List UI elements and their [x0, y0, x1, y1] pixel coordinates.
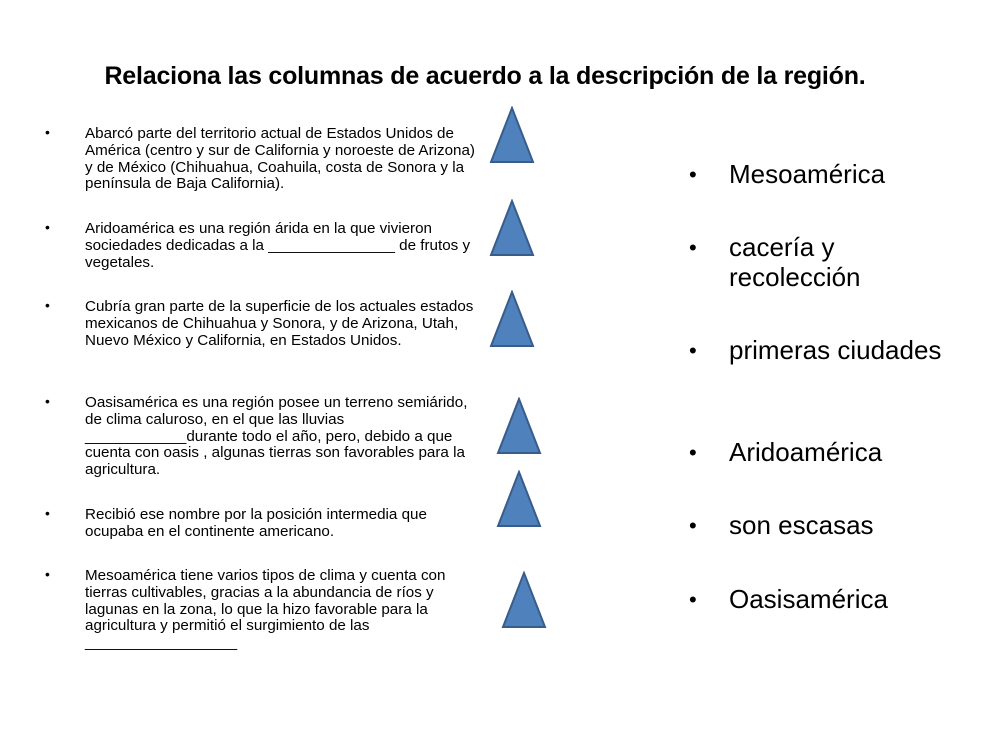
description-item-4 [45, 393, 475, 479]
bullet: • [45, 505, 50, 521]
description-text-2: Aridoamérica es una región árida en la que vivieron sociedades dedicadas a la _______________ de frutos y vegetales. [85, 220, 471, 271]
option-text-3: primeras ciudades [729, 335, 942, 365]
option-item-5[interactable] [689, 510, 969, 541]
bullet: • [45, 566, 50, 582]
option-item-2[interactable] [689, 232, 969, 292]
bullet: • [689, 162, 697, 187]
triangle-icon[interactable] [496, 397, 542, 455]
description-text-5: Recibió ese nombre por la posición intermedia que ocupaba en el continente americano. [85, 506, 427, 540]
option-text-1: Mesoamérica [729, 159, 886, 189]
option-item-4[interactable] [689, 437, 969, 468]
option-text-2: cacería y recolección [729, 232, 861, 292]
bullet: • [689, 513, 697, 538]
description-text-3: Cubría gran parte de la superficie de los actuales estados mexicanos de Chihuahua y Sonora, y de Arizona, Utah, Nuevo México y California, en Estados Unidos. [85, 298, 474, 349]
option-text-5: son escasas [729, 510, 874, 540]
bullet: • [689, 440, 697, 465]
bullet: • [45, 297, 50, 313]
description-text-1: Abarcó parte del territorio actual de Estados Unidos de América (centro y sur de California y noroeste de Arizona) y de México (Chihuahua, Coahuila, costa de Sonora y la península de Baja California). [85, 125, 475, 193]
description-item-1 [45, 124, 475, 193]
bullet: • [45, 393, 50, 409]
description-item-2 [45, 219, 475, 271]
bullet: • [45, 219, 50, 235]
bullet: • [689, 587, 697, 612]
description-item-5 [45, 505, 475, 541]
triangle-icon[interactable] [489, 199, 535, 257]
bullet: • [689, 235, 697, 260]
option-item-3[interactable] [689, 335, 969, 366]
page-title: Relaciona las columnas de acuerdo a la descripción de la región. [104, 62, 866, 90]
option-item-6[interactable] [689, 584, 969, 615]
description-text-6: Mesoamérica tiene varios tipos de clima y cuenta con tierras cultivables, gracias a la abundancia de ríos y lagunas en la zona, lo que la hizo favorable para la agricultura y permitió el surgimiento de las __________________ [85, 567, 446, 652]
triangle-icon[interactable] [489, 290, 535, 348]
triangle-icon[interactable] [489, 106, 535, 164]
option-text-6: Oasisamérica [729, 584, 888, 614]
description-item-3 [45, 297, 475, 349]
triangle-icon[interactable] [496, 470, 542, 528]
description-item-6 [45, 566, 475, 652]
option-text-4: Aridoamérica [729, 437, 883, 467]
bullet: • [689, 338, 697, 363]
description-text-4: Oasisamérica es una región posee un terreno semiárido, de clima caluroso, en el que las lluvias ____________durante todo el año, pero, debido a que cuenta con oasis , algunas tierras son favorables para la agricultura. [85, 394, 468, 479]
triangle-icon[interactable] [501, 571, 547, 629]
bullet: • [45, 124, 50, 140]
option-item-1[interactable] [689, 159, 969, 190]
